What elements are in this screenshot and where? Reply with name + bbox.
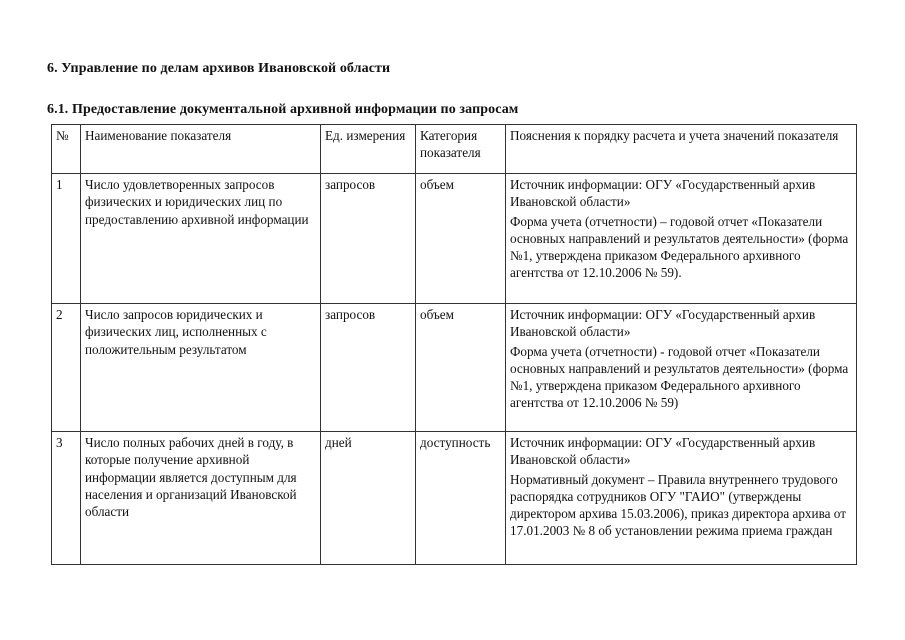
row-unit: дней	[321, 432, 416, 565]
row-category: объем	[416, 174, 506, 304]
row-notes	[506, 432, 857, 565]
note-source: Источник информации: ОГУ «Государственный архив Ивановской области»	[510, 177, 816, 210]
row-num: 1	[52, 174, 81, 304]
note-source: Источник информации: ОГУ «Государственный архив Ивановской области»	[510, 435, 816, 468]
row-unit: запросов	[321, 174, 416, 304]
row-num: 3	[52, 432, 81, 565]
row-name: Число запросов юридических и физических лиц, исполненных с положительным результатом	[81, 304, 321, 432]
table-header-row	[52, 125, 857, 174]
header-unit: Ед. измерения	[321, 125, 416, 174]
table-row	[52, 432, 857, 565]
row-unit: запросов	[321, 304, 416, 432]
header-category: Категория показателя	[416, 125, 506, 174]
table-row	[52, 174, 857, 304]
row-notes	[506, 174, 857, 304]
section-title: 6. Управление по делам архивов Ивановской области	[47, 61, 391, 76]
header-name: Наименование показателя	[81, 125, 321, 174]
note-detail: Форма учета (отчетности) - годовой отчет «Показатели основных направлений и результатов деятельности» (форма №1, утверждена приказом Федерального архивного агентства от 12.10.2006 № 59)	[510, 343, 849, 411]
row-num: 2	[52, 304, 81, 432]
header-notes: Пояснения к порядку расчета и учета значений показателя	[506, 125, 857, 174]
row-notes	[506, 304, 857, 432]
indicators-table	[51, 124, 857, 565]
header-num: №	[52, 125, 81, 174]
row-category: доступность	[416, 432, 506, 565]
note-detail: Нормативный документ – Правила внутреннего трудового распорядка сотрудников ОГУ "ГАИО" (утверждены директором архива 15.03.2006), приказ директора архива от 17.01.2003 № 8 об установлении режима приема граждан	[510, 471, 846, 539]
table-row	[52, 304, 857, 432]
subsection-title: 6.1. Предоставление документальной архивной информации по запросам	[47, 102, 519, 117]
row-name: Число удовлетворенных запросов физических и юридических лиц по предоставлению архивной информации	[81, 174, 321, 304]
row-name: Число полных рабочих дней в году, в которые получение архивной информации является доступным для населения и организаций Ивановской области	[81, 432, 321, 565]
row-category: объем	[416, 304, 506, 432]
note-detail: Форма учета (отчетности) – годовой отчет «Показатели основных направлений и результатов деятельности» (форма №1, утверждена приказом Федерального архивного агентства от 12.10.2006 № 59).	[510, 213, 849, 281]
note-source: Источник информации: ОГУ «Государственный архив Ивановской области»	[510, 307, 816, 340]
